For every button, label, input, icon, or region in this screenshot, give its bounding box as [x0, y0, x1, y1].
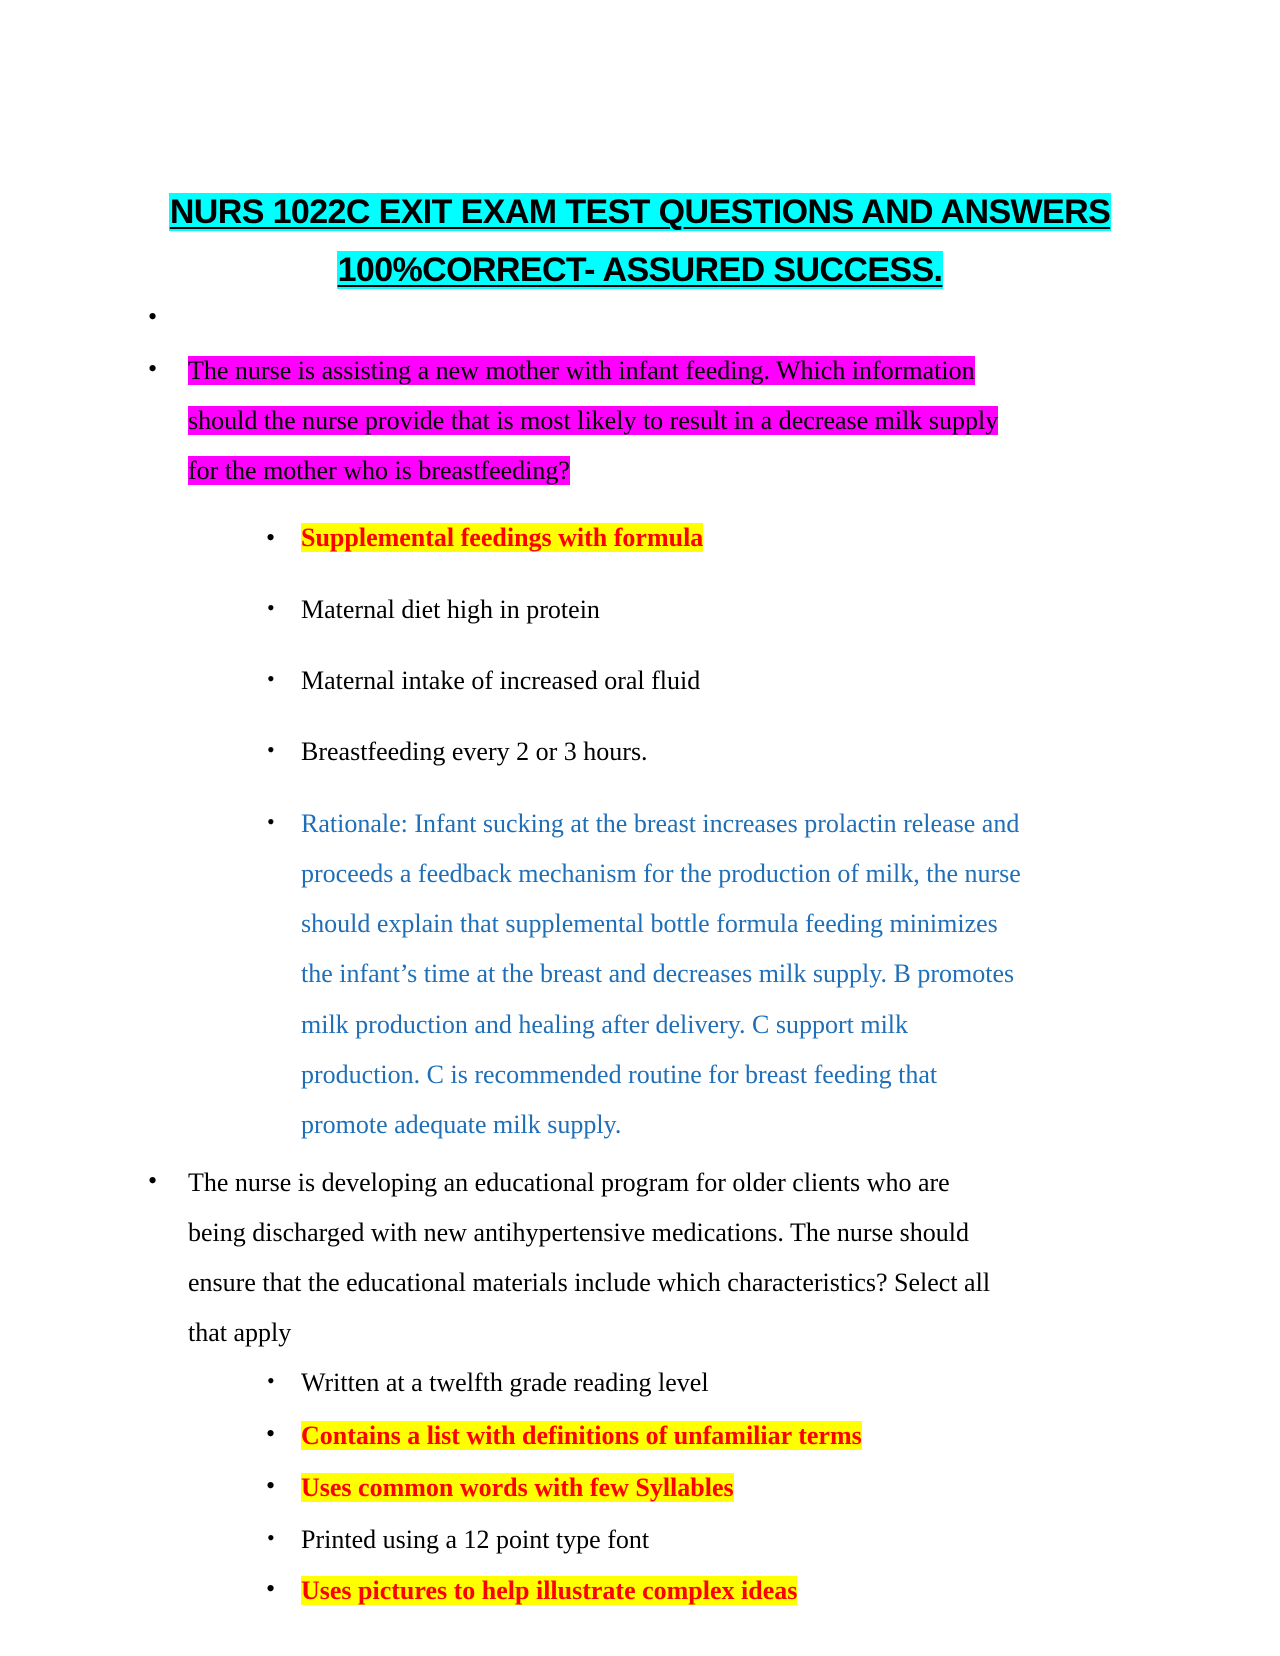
q2-option-b-text: Contains a list with definitions of unfamiliar terms [301, 1421, 862, 1450]
empty-bullet: • [148, 302, 158, 331]
option-bullet: • [267, 666, 275, 691]
option-bullet: • [266, 1419, 276, 1448]
title-text-1: NURS 1022C EXIT EXAM TEST QUESTIONS AND ANSWERS [169, 193, 1111, 231]
option-bullet: • [266, 523, 276, 552]
q2-option-c [301, 1471, 734, 1505]
rationale-line-2: proceeds a feedback mechanism for the production of milk, the nurse [301, 859, 1021, 888]
option-bullet: • [267, 595, 275, 620]
option-bullet: • [267, 1368, 275, 1393]
question-2-line-3: ensure that the educational materials include which characteristics? Select all [188, 1268, 991, 1297]
question-2-line-2: being discharged with new antihypertensive medications. The nurse should [188, 1218, 970, 1247]
document-title-line-1 [100, 183, 1180, 241]
question-1-text: for the mother who is breastfeeding? [188, 456, 570, 485]
rationale-line-1: Rationale: Infant sucking at the breast increases prolactin release and [301, 809, 1020, 838]
question-1-line-1 [188, 354, 975, 388]
q2-option-c-text: Uses common words with few Syllables [301, 1473, 734, 1502]
question-1-line-2 [188, 404, 998, 438]
q1-option-d: Breastfeeding every 2 or 3 hours. [301, 737, 648, 766]
title-text-2: 100%CORRECT- ASSURED SUCCESS. [337, 251, 943, 289]
q1-option-b: Maternal diet high in protein [301, 595, 600, 624]
question-1-bullet: • [148, 354, 158, 383]
q2-option-e [301, 1574, 797, 1608]
question-1-text: should the nurse provide that is most likely to result in a decrease milk supply [188, 406, 999, 435]
q2-option-d: Printed using a 12 point type font [301, 1525, 650, 1554]
question-2-bullet: • [148, 1166, 158, 1195]
q1-option-a [301, 521, 703, 555]
question-2-line-1: The nurse is developing an educational program for older clients who are [188, 1168, 950, 1197]
option-bullet: • [267, 1525, 275, 1550]
question-1-text: The nurse is assisting a new mother with infant feeding. Which information [188, 356, 975, 385]
rationale-line-6: production. C is recommended routine for breast feeding that [301, 1060, 938, 1089]
rationale-line-5: milk production and healing after delivery. C support milk [301, 1010, 909, 1039]
q1-option-c: Maternal intake of increased oral fluid [301, 666, 701, 695]
q1-option-a-text: Supplemental feedings with formula [301, 523, 704, 552]
option-bullet: • [266, 1574, 276, 1603]
rationale-bullet: • [267, 809, 275, 834]
q2-option-b [301, 1419, 862, 1453]
option-bullet: • [267, 737, 275, 762]
q2-option-a: Written at a twelfth grade reading level [301, 1368, 709, 1397]
q2-option-e-text: Uses pictures to help illustrate complex ideas [301, 1576, 798, 1605]
rationale-line-4: the infant’s time at the breast and decreases milk supply. B promotes [301, 959, 1015, 988]
rationale-line-7: promote adequate milk supply. [301, 1110, 622, 1139]
rationale-line-3: should explain that supplemental bottle formula feeding minimizes [301, 909, 998, 938]
question-1-line-3 [188, 454, 570, 488]
option-bullet: • [266, 1471, 276, 1500]
document-title-line-2 [100, 241, 1180, 299]
question-2-line-4: that apply [188, 1318, 292, 1347]
